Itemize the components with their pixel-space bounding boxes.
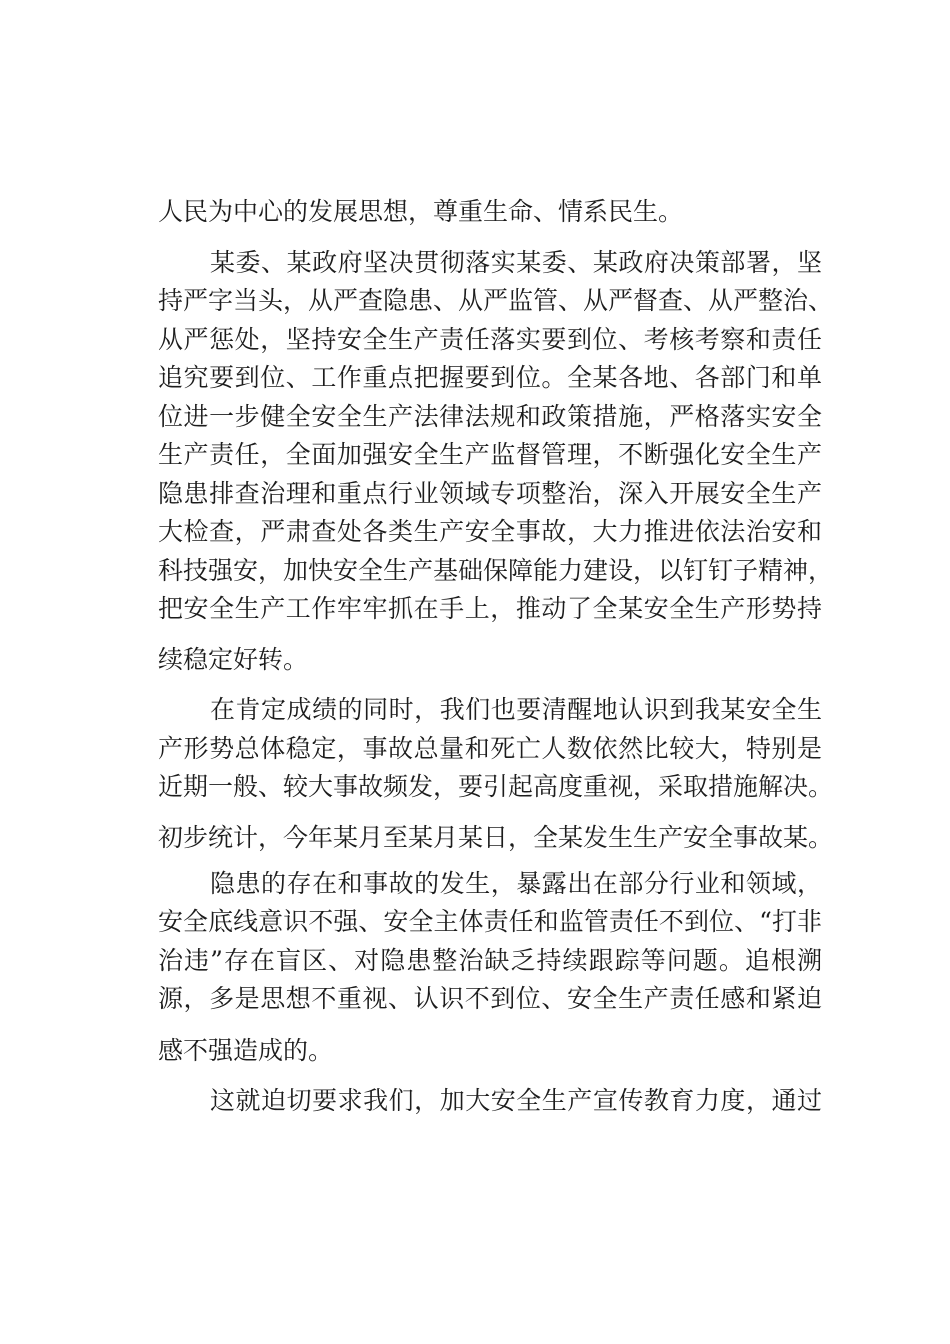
text-line: 把安全生产工作牢牢抓在手上，推动了全某安全生产形势持 <box>158 594 822 623</box>
text-line: 安全底线意识不强、安全主体责任和监管责任不到位、“打非 <box>158 907 822 936</box>
text-line: 持严字当头，从严查隐患、从严监管、从严督查、从严整治、 <box>158 286 834 315</box>
text-line: 位进一步健全安全生产法律法规和政策措施，严格落实安全 <box>158 402 822 431</box>
text-line: 从严惩处，坚持安全生产责任落实要到位、考核考察和责任 <box>158 325 822 354</box>
text-line: 人民为中心的发展思想，尊重生命、情系民生。 <box>158 197 684 226</box>
text-line: 源，多是思想不重视、认识不到位、安全生产责任感和紧迫 <box>158 984 822 1013</box>
text-line: 大检查，严肃查处各类生产安全事故，大力推进依法治安和 <box>158 517 822 546</box>
text-line: 治违”存在盲区、对隐患整治缺乏持续跟踪等问题。追根溯 <box>158 946 822 975</box>
paragraph-first-line: 在肯定成绩的同时，我们也要清醒地认识到我某安全生 <box>210 695 822 724</box>
text-line: 追究要到位、工作重点把握要到位。全某各地、各部门和单 <box>158 363 822 392</box>
text-line: 续稳定好转。 <box>158 645 309 674</box>
text-line: 感不强造成的。 <box>158 1036 334 1065</box>
text-line: 近期一般、较大事故频发，要引起高度重视，采取措施解决。 <box>158 772 834 801</box>
text-line: 生产责任，全面加强安全生产监督管理，不断强化安全生产 <box>158 440 822 469</box>
paragraph-first-line: 隐患的存在和事故的发生，暴露出在部分行业和领域， <box>210 869 822 898</box>
text-line: 科技强安，加快安全生产基础保障能力建设，以钉钉子精神， <box>158 556 834 585</box>
text-line: 初步统计，今年某月至某月某日，全某发生生产安全事故某。 <box>158 823 834 852</box>
text-line: 产形势总体稳定，事故总量和死亡人数依然比较大，特别是 <box>158 734 822 763</box>
paragraph-first-line: 这就迫切要求我们，加大安全生产宣传教育力度，通过 <box>210 1086 822 1115</box>
paragraph-first-line: 某委、某政府坚决贯彻落实某委、某政府决策部署，坚 <box>210 248 822 277</box>
text-line: 隐患排查治理和重点行业领域专项整治，深入开展安全生产 <box>158 479 822 508</box>
